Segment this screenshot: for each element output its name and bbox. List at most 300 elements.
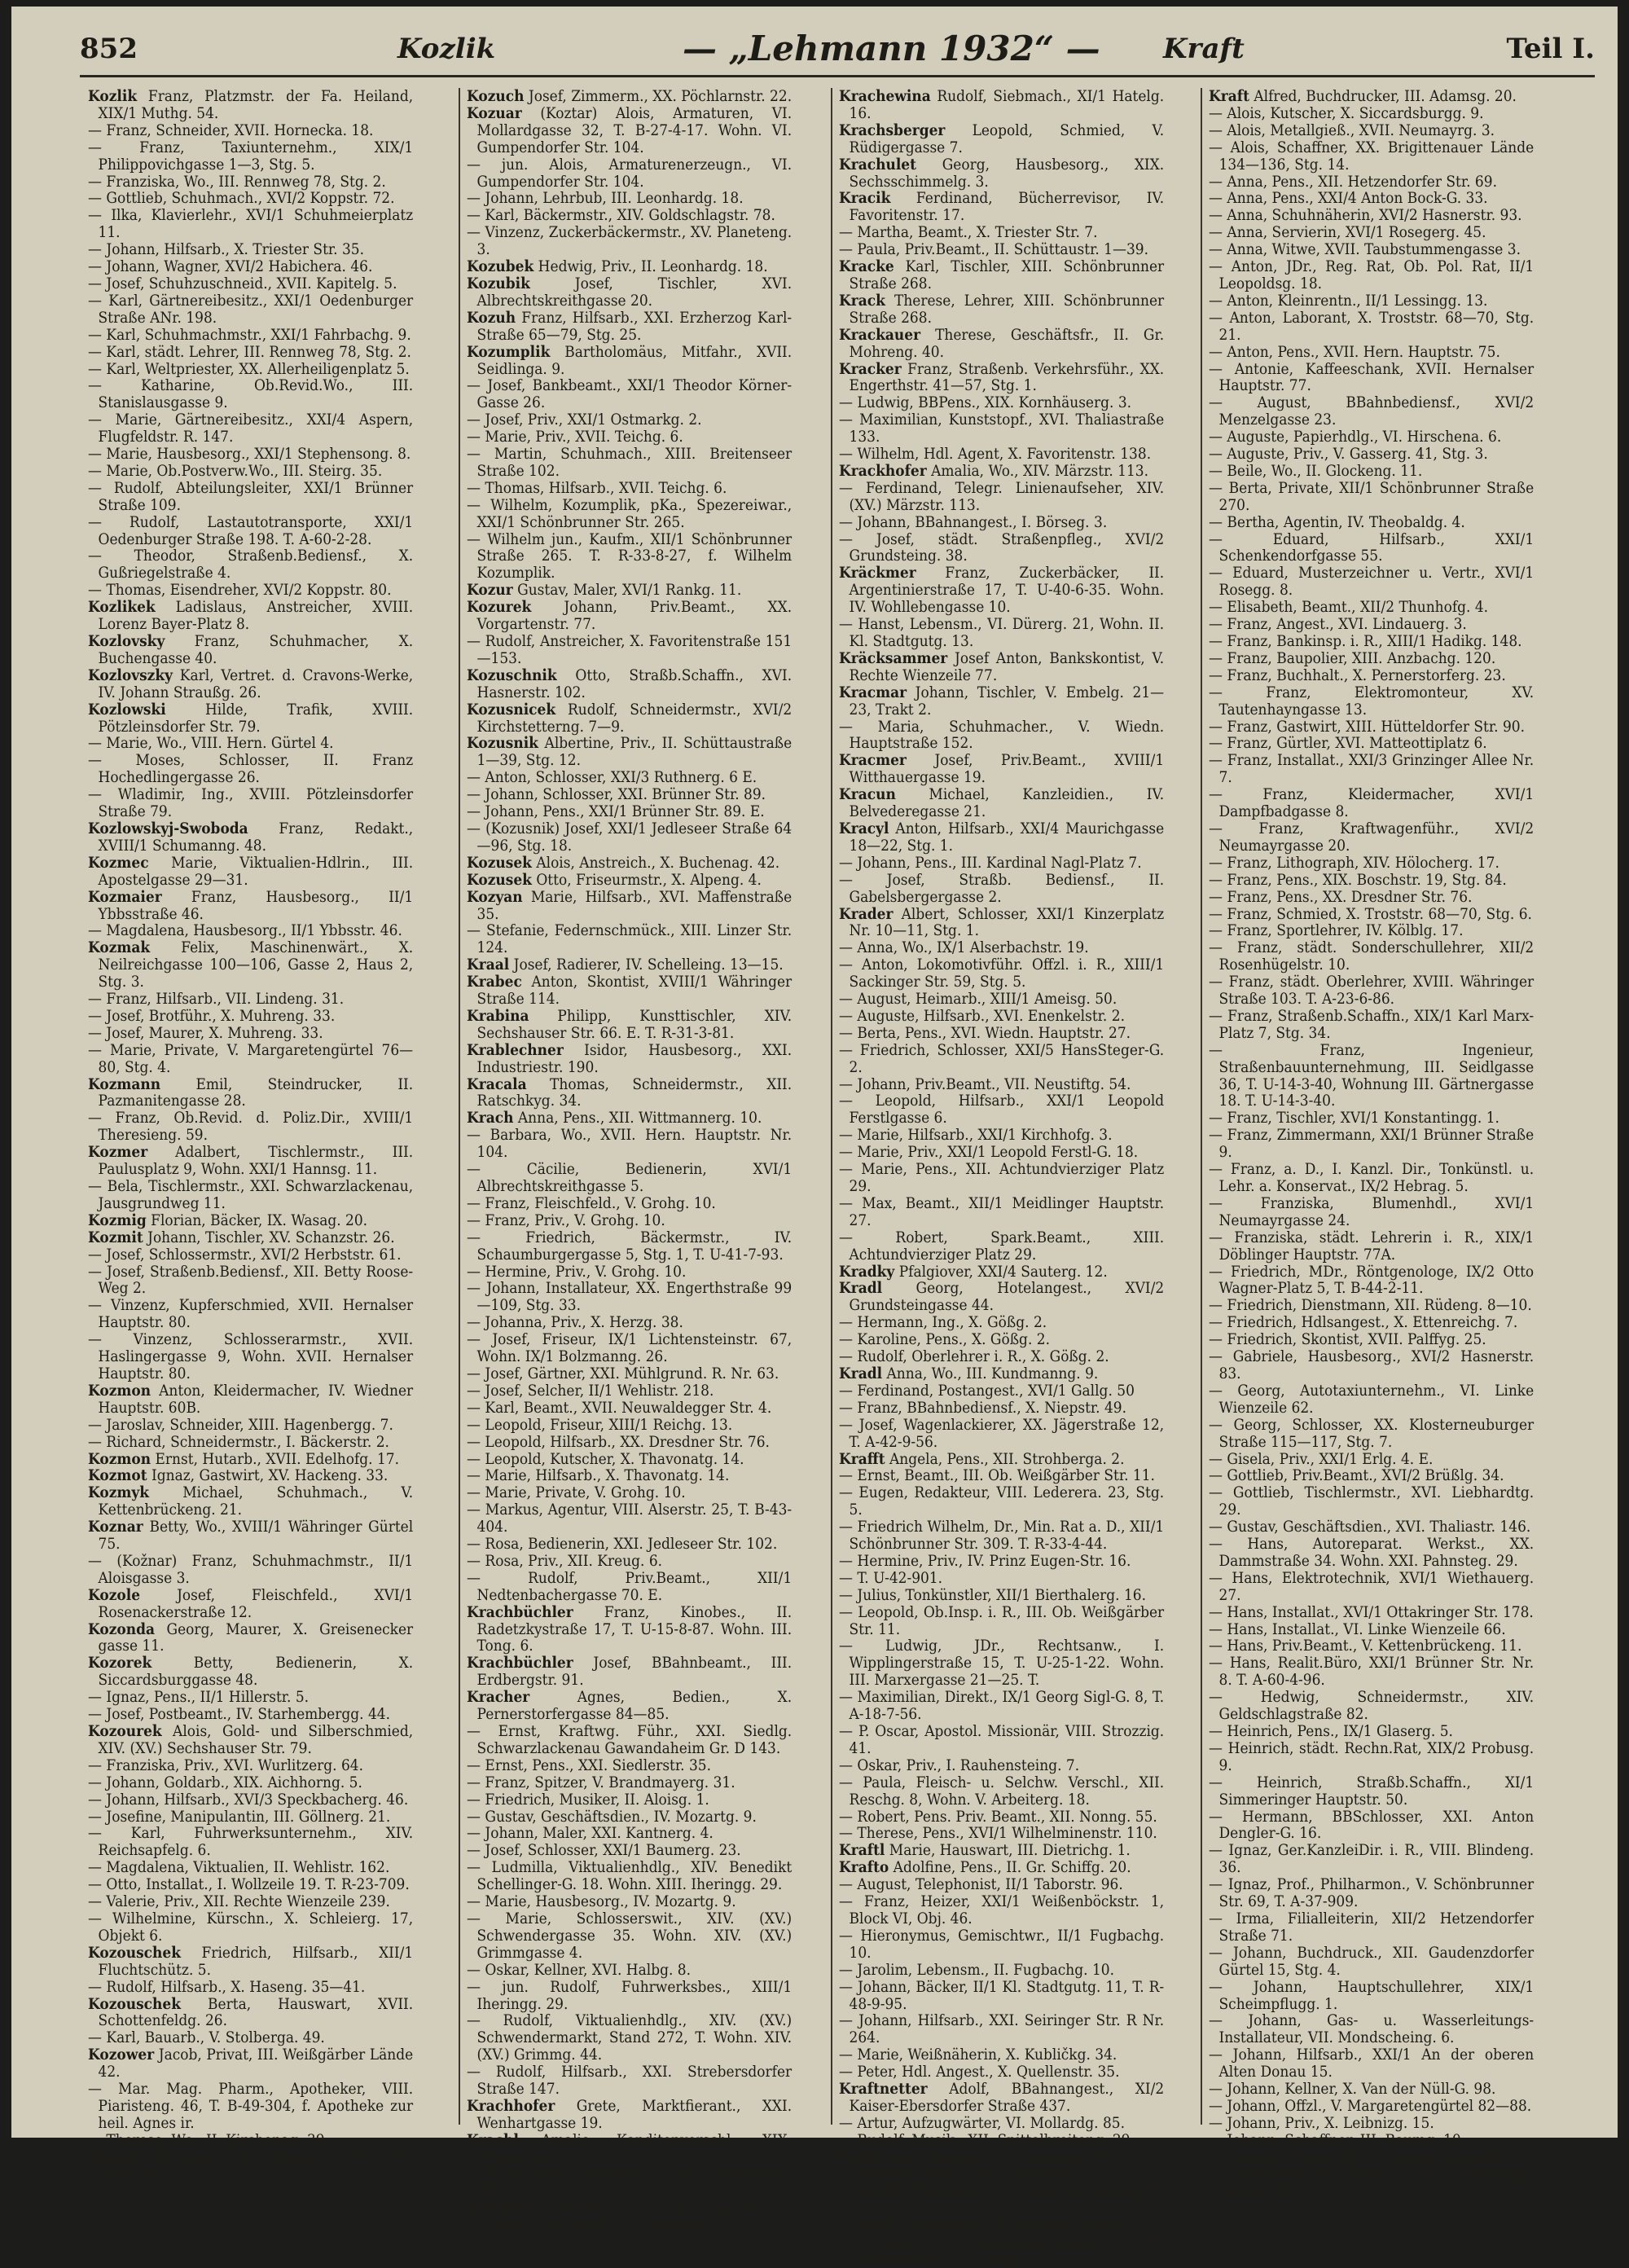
directory-entry (467, 2200, 792, 2217)
directory-entry (467, 1161, 792, 1195)
entry-details: — Eugen, Redakteur, VIII. Lederera. 23, Stg. 5. (839, 1483, 1165, 1519)
directory-entry (467, 105, 792, 156)
entry-surname: Krach (467, 1109, 514, 1127)
entry-details: — Valerie, Priv., XII. Rechte Wienzeile 239. (88, 1892, 390, 1911)
entry-details: Adalbert, Tischlermstr., III. Paulusplatz 9, Wohn. XXI/1 Hannsg. 11. (98, 1143, 414, 1179)
entry-details: — Adolf, Schallplattenspezial., XV. Friesenplatz 1—2, Stiege 6 (839, 2233, 1165, 2268)
directory-entry (1209, 1740, 1534, 1774)
entry-details: Karl, Tischler, XIII. Schönbrunner Straße 268. (849, 257, 1165, 292)
entry-details: — Friedrich, Skontist, XVII. Palffyg. 25. (1209, 1330, 1486, 1349)
directory-entry (1209, 599, 1534, 616)
entry-details: — Franz, Gastwirt, XIII. Hütteldorfer Str. 90. (1209, 717, 1526, 736)
directory-entry (467, 1842, 792, 1859)
entry-details: — Marie, Hilfsarb., X. Thavonatg. 14. (467, 1466, 730, 1485)
entry-details: — Karl, Bäckermstr., XIV. Goldschlagstr. 78. (467, 206, 775, 225)
directory-entry (1209, 1536, 1534, 1570)
entry-details: — Mar. Mag. Pharm., Apotheker, VIII. Piaristeng. 46, T. B-49-304, f. Apotheke zur heil. Agnes ir. (88, 2080, 414, 2132)
entry-surname: Kracyl (839, 819, 889, 837)
entry-details: Alois, Anstreich., X. Buchenag. 42. (531, 853, 780, 872)
entry-surname: Krackauer (839, 325, 921, 344)
entry-details: Marie, Viktualien-Hdlrin., III. Apostelgasse 29—31. (98, 853, 414, 889)
directory-entry (1209, 1008, 1534, 1042)
entry-details: — Franz, Bankinsp. i. R., XIII/1 Hadikg. 148. (1209, 632, 1522, 650)
directory-entry (1209, 1637, 1534, 1655)
entry-details: — Leopold, Hilfsarb., XXI/1 Leopold Ferstlgasse 6. (839, 1092, 1165, 1127)
directory-entry (467, 582, 792, 599)
directory-entry (1209, 1689, 1534, 1723)
directory-entry (1209, 531, 1534, 565)
directory-entry (88, 1996, 413, 2030)
entry-details: — Wilhelmine, Kürschn., X. Schleierg. 17, Objekt 6. (88, 1909, 414, 1945)
entry-details: — Johann, Hilfsarb., XXI. Seiringer Str. R Nr. 264. (839, 2011, 1165, 2047)
directory-entry (467, 1655, 792, 1689)
directory-entry (88, 1757, 413, 1774)
entry-details: — Marie, Pens., XII. Achtundvierziger Platz 29. (839, 1160, 1165, 1195)
directory-entry (467, 922, 792, 956)
entry-details: — Leopold, Friseur, XIII/1 Reichg. 13. (467, 1415, 733, 1434)
entry-surname: Kozusek (467, 853, 532, 872)
entry-surname: Kozusnik (467, 734, 538, 753)
directory-entry (88, 1246, 413, 1264)
directory-entry (88, 2029, 413, 2046)
entry-details: — Franz, Baupolier, XIII. Anzbachg. 120. (1209, 648, 1496, 667)
directory-entry (1209, 1945, 1534, 1979)
entry-details: — Friedrich, Schlosser, XXI/5 HansSteger-G. 2. (839, 1040, 1165, 1076)
entry-details: — Josef, Straßb. Bediensf., II. Gabelsbergergasse 2. (839, 870, 1165, 906)
directory-entry (88, 174, 413, 191)
directory-entry (839, 1519, 1164, 1553)
directory-entry (88, 139, 413, 174)
directory-entry (1209, 616, 1534, 633)
entry-details: Amalie, Kanditenverschl., XIX. Obkirchera. 26. (476, 2130, 793, 2166)
entry-details: — Cäcilie, Bedienerin, XVI/1 Albrechtskreithgasse 5. (467, 1160, 793, 1195)
entry-details: — Georg, Autotaxiunternehm., VI. Linke Wienzeile 62. (1209, 1381, 1535, 1417)
entry-details: Josef, Fleischfeld., XVI/1 Rosenackerstraße 12. (98, 1585, 414, 1621)
directory-entry (839, 190, 1164, 224)
directory-entry (839, 565, 1164, 616)
directory-entry (839, 122, 1164, 156)
entry-details: — Josef, Gärtner, XXI. Mühlgrund. R. Nr. 63. (467, 1364, 779, 1382)
directory-entry (467, 411, 792, 429)
entry-surname: Kozlikek (88, 598, 156, 617)
directory-entry (839, 1484, 1164, 1519)
entry-details: — Johann, Priv., X. Leibnizg. 15. (1209, 2113, 1434, 2132)
directory-entry (88, 1859, 413, 1876)
directory-entry (467, 701, 792, 736)
entry-details: — Franz, Pens., XX. Dresdner Str. 76. (1209, 887, 1473, 906)
entry-details: Agnes, Bedien., X. Pernerstorfergasse 84—85. (476, 1688, 793, 1724)
directory-entry (1209, 190, 1534, 207)
entry-details: — August, Heimarb., XIII/1 Ameisg. 50. (839, 990, 1117, 1009)
directory-entry (88, 1945, 413, 1979)
entry-details: — Berta, Pens., XVI. Wiedn. Hauptstr. 27. (839, 1023, 1131, 1042)
entry-details: — Franz, Ingenieur, Straßenbauunternehmung, III. Seidlgasse 36, T. U-14-3-40, Wohnung III. Gärtnergasse 18. T. U-14-3-40. (1209, 1040, 1535, 1110)
entry-details: — Karl, Weltpriester, XX. Allerheiligenplatz 5. (88, 359, 410, 378)
entry-details: — Adolf, Hdlsangest., X. Stolzenthalerg. 24. (839, 2216, 1148, 2235)
entry-details: — Friedrich, Dienstmann, XII. Rüdeng. 8—10. (1209, 1296, 1532, 1315)
directory-entry (88, 889, 413, 923)
column-1 (81, 87, 414, 2183)
entry-details: — Friedrich, Musiker, II. Aloisg. 1. (467, 1790, 709, 1809)
directory-entry (839, 855, 1164, 872)
entry-details: — Eduard, Hilfsarb., XXI/1 Schenkendorfgasse 55. (1209, 530, 1535, 565)
directory-entry (1209, 786, 1534, 820)
directory-entry (467, 446, 792, 480)
entry-details: — Maximilian, Kunststopf., XVI. Thaliastraße 133. (839, 411, 1165, 446)
directory-entry (839, 1365, 1164, 1382)
entry-surname: Kozur (467, 581, 513, 600)
entry-details: — Hans, Elektrotechnik, XVI/1 Wiethauerg. 27. (1209, 1568, 1535, 1604)
entry-details: Philipp, Kunsttischler, XIV. Sechshauser Str. 66. E. T. R-31-3-81. (476, 1006, 793, 1042)
entry-details: — Hans, Autoreparat. Werkst., XX. Dammstraße 34. Wohn. XXI. Pahnsteg. 29. (1209, 1535, 1535, 1570)
directory-entry (88, 377, 413, 411)
entry-details: — Karl, Bauarb., V. Stolberga. 49. (88, 2028, 325, 2047)
directory-entry (88, 122, 413, 139)
directory-entry (467, 1280, 792, 1314)
directory-entry (839, 514, 1164, 531)
entry-details: — Anna, Servierin, XVI/1 Rosegerg. 45. (1209, 223, 1486, 242)
entry-details: Georg, Maurer, X. Greisenecker gasse 11. (98, 1620, 414, 1655)
directory-entry (88, 1689, 413, 1706)
directory-entry (839, 820, 1164, 855)
directory-entry (1209, 1604, 1534, 1621)
entry-surname: Kozonda (88, 1620, 156, 1638)
directory-entry (839, 1195, 1164, 1229)
entry-details: — Maria, Schuhmacher., V. Wiedn. Hauptstraße 152. (839, 717, 1165, 753)
directory-entry (839, 463, 1164, 480)
entry-details: — Johann, Goldarb., XIX. Aichhorng. 5. (88, 1773, 362, 1791)
entry-details: Thomas, Schneidermstr., XII. Ratschkyg. 34. (476, 1075, 793, 1110)
entry-details: — Marie, Priv., XXI/1 Leopold Ferstl-G. 18. (839, 1143, 1139, 1162)
entry-details: — Georg, Schlosser, XX. Klosterneuburger Straße 115—117, Stg. 7. (1209, 1415, 1535, 1451)
directory-entry (839, 1637, 1164, 1689)
directory-entry (839, 1092, 1164, 1127)
directory-entry (88, 1587, 413, 1621)
directory-entry (839, 1723, 1164, 1757)
entry-details: — Richard, Schneidermstr., I. Bäckerstr. 2. (88, 1432, 389, 1451)
directory-entry (839, 480, 1164, 514)
directory-entry (1209, 2149, 1534, 2200)
entry-details: — (Kozusnik) Josef, XXI/1 Jedleseer Straße 64—96, Stg. 18. (467, 819, 793, 855)
directory-entry (839, 872, 1164, 906)
directory-entry (88, 1110, 413, 1144)
directory-entry (88, 2132, 413, 2149)
entry-details: — Johann, Priv.Beamt., VII. Neustiftg. 54. (839, 1075, 1131, 1093)
directory-entry (839, 1144, 1164, 1161)
entry-details: — Franziska, städt. Lehrerin i. R., XIX/1 Döblinger Hauptstr. 77A. (1209, 1228, 1535, 1264)
entry-details: — Antonie, Kaffeeschank, XVII. Hernalser Hauptstr. 77. (1209, 359, 1535, 395)
entry-surname: Koznar (88, 1518, 143, 1536)
entry-details: — Alois, Schaffner, XX. Brigittenauer Lände 134—136, Stg. 14. (1209, 138, 1535, 174)
directory-entry (839, 411, 1164, 446)
entry-surname: Kracmar (839, 683, 907, 701)
directory-entry (88, 855, 413, 889)
entry-details: Therese, Geschäftsfr., II. Gr. Mohreng. 40. (849, 325, 1165, 361)
directory-entry (839, 752, 1164, 786)
directory-entry (467, 956, 792, 974)
entry-surname: Kozorek (88, 1654, 152, 1672)
directory-entry (839, 1587, 1164, 1604)
directory-entry (839, 1689, 1164, 1723)
entry-details: — Oskar, Kellner, XVI. Halbg. 8. (467, 1960, 692, 1979)
entry-surname: Krachbüchler (467, 1654, 573, 1672)
directory-entry (467, 1264, 792, 1281)
entry-details: — Leopold, Ob.Insp. i. R., III. Ob. Weißgärber Str. 11. (839, 1602, 1165, 1638)
entry-details: — Gustav, Geschäftsdien., XVI. Thaliastr. 146. (1209, 1518, 1531, 1536)
entry-details: — Robert, Spark.Beamt., XIII. Achtundvierziger Platz 29. (839, 1228, 1165, 1264)
directory-entry (1209, 1314, 1534, 1331)
entry-details: Alois, Gold- und Silberschmied, XIV. (XV.) Sechshauser Str. 79. (98, 1722, 414, 1757)
entry-details: — Johann, Hilfsarb., XVI/3 Speckbacherg. 46. (88, 1790, 409, 1809)
entry-details: — Therese, Wo., II. Kirchenag. 39. (88, 2130, 329, 2149)
entry-details: — Karoline, Pens., X. Gößg. 2. (839, 1330, 1050, 1349)
directory-entry (839, 1757, 1164, 1774)
entry-details: Rudolf, Siebmach., XI/1 Hatelg. 16. (849, 87, 1165, 122)
directory-entry (1209, 1127, 1534, 1161)
directory-entry (1209, 1382, 1534, 1417)
directory-entry (467, 377, 792, 411)
entry-details: — Anton, Pens., XVII. Hern. Hauptstr. 75. (1209, 342, 1500, 361)
entry-details: — Hans, Installat., XVI/1 Ottakringer Str. 178. (1209, 1602, 1534, 1621)
directory-entry (1209, 1519, 1534, 1536)
directory-entry (839, 2132, 1164, 2149)
entry-details: — Anton, JDr., Reg. Rat, Ob. Pol. Rat, II/1 Leopoldsg. 18. (1209, 257, 1535, 292)
entry-surname: Kozmig (88, 1211, 147, 1229)
directory-entry (1209, 889, 1534, 906)
entry-details: — Auguste, Papierhdlg., VI. Hirschena. 6. (1209, 428, 1502, 446)
directory-entry (839, 2064, 1164, 2081)
entry-details: — Auguste, Priv., V. Gasserg. 41, Stg. 3. (1209, 445, 1488, 464)
directory-entry (1209, 1979, 1534, 2013)
entry-details: — Marie, Priv., XVII. Teichg. 6. (467, 428, 683, 446)
entry-details: — Anna, Witwe, XVII. Taubstummengasse 3. (1209, 240, 1521, 259)
entry-surname: Kracmer (839, 751, 907, 770)
entry-details: — Franz, Elektromonteur, XV. Tautenhayngasse 13. (1209, 683, 1535, 719)
directory-entry (839, 2081, 1164, 2115)
directory-entry (88, 667, 413, 701)
directory-entry (839, 1382, 1164, 1400)
entry-surname: Kozlovszky (88, 666, 173, 684)
entry-details: Gustav, Maler, XVI/1 Rankg. 11. (512, 581, 742, 600)
entry-details: — Johann, Hauptschullehrer, XIX/1 Scheimpflugg. 1. (1209, 1977, 1535, 2013)
directory-entry (1209, 1809, 1534, 1843)
directory-entry (88, 820, 413, 855)
directory-entry (1209, 429, 1534, 446)
entry-details: — Friedrich Wilhelm, Dr., Min. Rat a. D., XII/1 Schönbrunner Str. 309. T. R-33-4-44. (839, 1518, 1165, 1554)
entry-details: Marie, Hauswart, III. Dietrichg. 1. (885, 1841, 1131, 1860)
entry-details: — Franz, städt. Sonderschullehrer, XII/2 Rosenhügelstr. 10. (1209, 938, 1535, 974)
entry-details: Amalia, Wo., XIV. Märzstr. 113. (926, 461, 1149, 480)
entry-details: — Ludwig, JDr., Rechtsanw., I. Wipplingerstraße 15, T. U-25-1-22. Wohn. III. Marxergasse 21—25. T. (839, 1637, 1165, 1690)
directory-entry (467, 1859, 792, 1893)
entry-details: Bartholomäus, Mitfahr., XVII. Seidlinga. 9. (476, 342, 793, 378)
directory-entry (88, 275, 413, 292)
entry-details: — Stefanie, Federnschmück., XIII. Linzer Str. 124. (467, 921, 793, 957)
directory-entry (1209, 974, 1534, 1008)
directory-entry (1209, 514, 1534, 531)
directory-entry (839, 1008, 1164, 1025)
entry-details: — Franz, Priv., V. Grohg. 10. (467, 1211, 665, 1229)
entry-details: — Max, Beamt., XII/1 Meidlinger Hauptstr. 27. (839, 1193, 1165, 1229)
directory-entry (839, 1825, 1164, 1842)
directory-entry (467, 735, 792, 769)
directory-entry (1209, 292, 1534, 310)
directory-entry (1209, 258, 1534, 292)
directory-entry (1209, 1621, 1534, 1638)
directory-entry (1209, 1774, 1534, 1809)
directory-entry (839, 1774, 1164, 1809)
entry-details: — Josef, Schuhmstr., VI. Gfrornerg. 4. (467, 2216, 733, 2235)
directory-page (11, 7, 1618, 2268)
entry-surname: Kracker (839, 359, 902, 378)
directory-entry (1209, 1161, 1534, 1195)
directory-entry (467, 2217, 792, 2234)
directory-entry (467, 599, 792, 633)
directory-entry (467, 1467, 792, 1484)
directory-entry (467, 2132, 792, 2166)
directory-entry (1209, 2098, 1534, 2115)
entry-details: — Josef, Bankbeamt., XXI/1 Theodor Körner-Gasse 26. (467, 376, 793, 412)
entry-details: — Barbara, Wo., XVII. Hern. Hauptstr. Nr. 104. (467, 1126, 793, 1162)
directory-entry (839, 1042, 1164, 1076)
directory-entry (88, 1264, 413, 1298)
directory-entry (467, 1501, 792, 1536)
entry-details: — Josef, Wagenlackierer, XX. Jägerstraße 12, T. A-42-9-56. (839, 1415, 1165, 1451)
directory-entry (839, 906, 1164, 940)
entry-details: — Adolf, BBAngest., XI. Klein Schwechat R. 437. (839, 2182, 1165, 2217)
entry-details: Johann, Priv.Beamt., XX. Vorgartenstr. 77. (476, 598, 793, 634)
entry-details: — Magdalena, Viktualien, II. Wehlistr. 162. (88, 1858, 390, 1877)
directory-entry (88, 633, 413, 667)
entry-details: — Franz, Straßenb.Schaffn., XIX/1 Karl Marx-Platz 7, Stg. 34. (1209, 1006, 1535, 1042)
entry-details: Adolf, BBahnangest., XI/2 Kaiser-Ebersdorfer Straße 437. (849, 2080, 1165, 2115)
entry-details: Franz, Kinobes., II. Radetzkystraße 17, T. U-15-8-87. Wohn. III. Tong. 6. (476, 1602, 793, 1655)
entry-surname: Kozouschek (88, 1994, 182, 2013)
entry-details: Anna, Wo., III. Kundmanng. 9. (882, 1364, 1099, 1382)
entry-details: Michael, Kanzleidien., IV. Belvederegasse 21. (849, 785, 1165, 821)
directory-entry (88, 1042, 413, 1076)
directory-entry (88, 1979, 413, 1996)
entry-details: — Leopold, Hilfsarb., XX. Dresdner Str. 76. (467, 1432, 770, 1451)
entry-details: — August, Telephonist, II/1 Taborstr. 96. (839, 1875, 1123, 1894)
entry-details: — T. U-42-901. (839, 1568, 943, 1587)
entry-details: — Franz, Heizer, XXI/1 Weißenböckstr. 1, Block VI, Obj. 46. (839, 1892, 1165, 1927)
directory-entry (467, 1979, 792, 2013)
directory-entry (1209, 719, 1534, 736)
entry-surname: Kozlowski (88, 700, 166, 719)
directory-entry (88, 1076, 413, 1110)
entry-details: — Marie, Private, V. Grohg. 10. (467, 1483, 686, 1502)
entry-details: Berta, Hauswart, XVII. Schottenfeldg. 26. (98, 1994, 414, 2030)
entry-details: — Karl Josef, Priv.Beamt., XIX/1 Obkircherg. 26. (467, 2165, 793, 2200)
directory-entry (1209, 1484, 1534, 1519)
entry-details: — Marie, Weißnäherin, X. Kubličkg. 34. (839, 2046, 1117, 2064)
directory-entry (467, 1434, 792, 1451)
entry-details: — Franz, Ob.Revid. d. Poliz.Dir., XVIII/1 Theresieng. 59. (88, 1109, 414, 1145)
entry-details: — Hermine, Priv., IV. Prinz Eugen-Str. 16. (839, 1551, 1131, 1570)
directory-entry (1209, 1655, 1534, 1689)
directory-entry (1209, 480, 1534, 514)
entry-details: Anton, Hilfsarb., XXI/4 Maurichgasse 18—22, Stg. 1. (849, 819, 1165, 855)
directory-entry (88, 1212, 413, 1229)
entry-details: — Elisabeth, Beamt., XII/2 Thunhofg. 4. (1209, 598, 1489, 617)
entry-details: Adele, Bedien., II/1 Ahornga. 10. (879, 2147, 1114, 2166)
entry-details: — Johann, Hilfsarb., X. Triester Str. 35. (88, 240, 365, 259)
entry-details: — Alois, Metallgieß., XVII. Neumayrg. 3. (1209, 121, 1495, 139)
directory-entry (88, 207, 413, 241)
directory-entry (88, 1519, 413, 1553)
directory-entry (839, 1280, 1164, 1314)
entry-details: — Franz, BBahnbediensf., X. Niepstr. 49. (839, 1398, 1127, 1417)
entry-details: — Wilhelm, Kozumplik, pKa., Spezereiwar., XXI/1 Schönbrunner Str. 265. (467, 495, 793, 531)
directory-entry (467, 1604, 792, 1655)
entry-details: — Johann, Bäcker, II/1 Kl. Stadtgutg. 11, T. R-48-9-95. (839, 1977, 1165, 2013)
entry-details: — Heinrich, städt. Rechn.Rat, XIX/2 Probusg. 9. (1209, 1738, 1535, 1774)
directory-entry (839, 2234, 1164, 2268)
entry-details: Josef, Priv.Beamt., XVIII/1 Witthauergasse 19. (849, 751, 1165, 787)
entry-details: Hedwig, Priv., II. Leonhardg. 18. (533, 257, 768, 276)
directory-entry (467, 1962, 792, 1979)
entry-details: — Franz, Schmied, X. Troststr. 68—70, Stg. 6. (1209, 904, 1532, 923)
entry-details: (Koztar) Alois, Armaturen, VI. Mollardgasse 32, T. B-27-4-17. Wohn. VI. Gumpendorfer Str. 104. (476, 103, 793, 156)
directory-entry (839, 616, 1164, 650)
directory-entry (1209, 855, 1534, 872)
entry-details: Georg, Hausbesorg., XIX. Sechsschimmelg. 3. (849, 155, 1165, 191)
entry-details: — Marie, Ob.Postverw.Wo., III. Steirg. 35. (88, 461, 383, 480)
entry-details: — Marie, Hausbesorg., IV. Mozartg. 9. (467, 1892, 736, 1911)
entry-details: — Rudolf, Priv.Beamt., XII/1 Nedtenbachergasse 70. E. (467, 1568, 793, 1604)
entry-details: — Friedrich, Bäckermstr., IV. Schaumburgergasse 5, Stg. 1, T. U-41-7-93. (467, 1228, 793, 1264)
directory-entry (467, 1893, 792, 1910)
entry-details: — August, BBahnbediensf., XVI/2 Menzelgasse 23. (1209, 393, 1535, 429)
directory-entry (88, 1825, 413, 1859)
entry-details: — Karl, Fuhrwerksunternehm., XIV. Reichsapfelg. 6. (88, 1824, 414, 1860)
directory-entry (839, 2046, 1164, 2064)
entry-details: — Ernst, Beamt., III. Ob. Weißgärber Str. 11. (839, 1466, 1155, 1485)
entry-details: — Marie, Private, V. Margaretengürtel 76—80, Stg. 4. (88, 1040, 414, 1076)
entry-details: — P. Oscar, Apostol. Missionär, VIII. Strozzig. 41. (839, 1722, 1165, 1757)
entry-details: — Anton, Schlosser, XXI/3 Ruthnerg. 6 E. (467, 768, 757, 787)
entry-details: Franz, Hilfsarb., XXI. Erzherzog Karl-Straße 65—79, Stg. 25. (476, 308, 793, 344)
entry-details: — Friedrich, MDr., Röntgenologe, IX/2 Otto Wagner-Platz 5, T. B-44-2-11. (1209, 1262, 1535, 1298)
entry-surname: Kracher (467, 1688, 530, 1707)
directory-entry (839, 446, 1164, 463)
entry-details: — Heinrich, Straßb.Schaffn., XI/1 Simmeringer Hauptstr. 50. (1209, 1773, 1535, 1809)
directory-entry (88, 1297, 413, 1331)
directory-entry (88, 258, 413, 275)
directory-entry (467, 207, 792, 224)
entry-details: Emil, Steindrucker, II. Pazmanitengasse 28. (98, 1075, 414, 1110)
entry-details: — Johann, Lehrbub, III. Leonhardg. 18. (467, 189, 744, 208)
entry-details: — Anton, Kleinrentn., II/1 Lessingg. 13. (1209, 291, 1488, 310)
directory-entry (1209, 207, 1534, 224)
entry-details: — Oskar, Priv., I. Rauhensteing. 7. (839, 1756, 1080, 1774)
directory-entry (839, 241, 1164, 258)
entry-details: — Franz, Fleischfeld., V. Grohg. 10. (467, 1193, 716, 1212)
directory-entry (1209, 241, 1534, 258)
entry-surname: Krader (839, 904, 894, 923)
directory-entry (839, 1400, 1164, 1417)
entry-surname: Krafft (839, 1449, 885, 1468)
directory-entry (1209, 633, 1534, 650)
directory-entry (839, 939, 1164, 956)
directory-entry (467, 1757, 792, 1774)
directory-entry (1209, 224, 1534, 241)
entry-surname: Kozower (88, 2046, 155, 2064)
directory-entry (839, 1859, 1164, 1876)
entry-details: — Marie, Gärtnereibesitz., XXI/4 Aspern, Flugfeldstr. R. 147. (88, 411, 414, 446)
directory-entry (839, 719, 1164, 753)
